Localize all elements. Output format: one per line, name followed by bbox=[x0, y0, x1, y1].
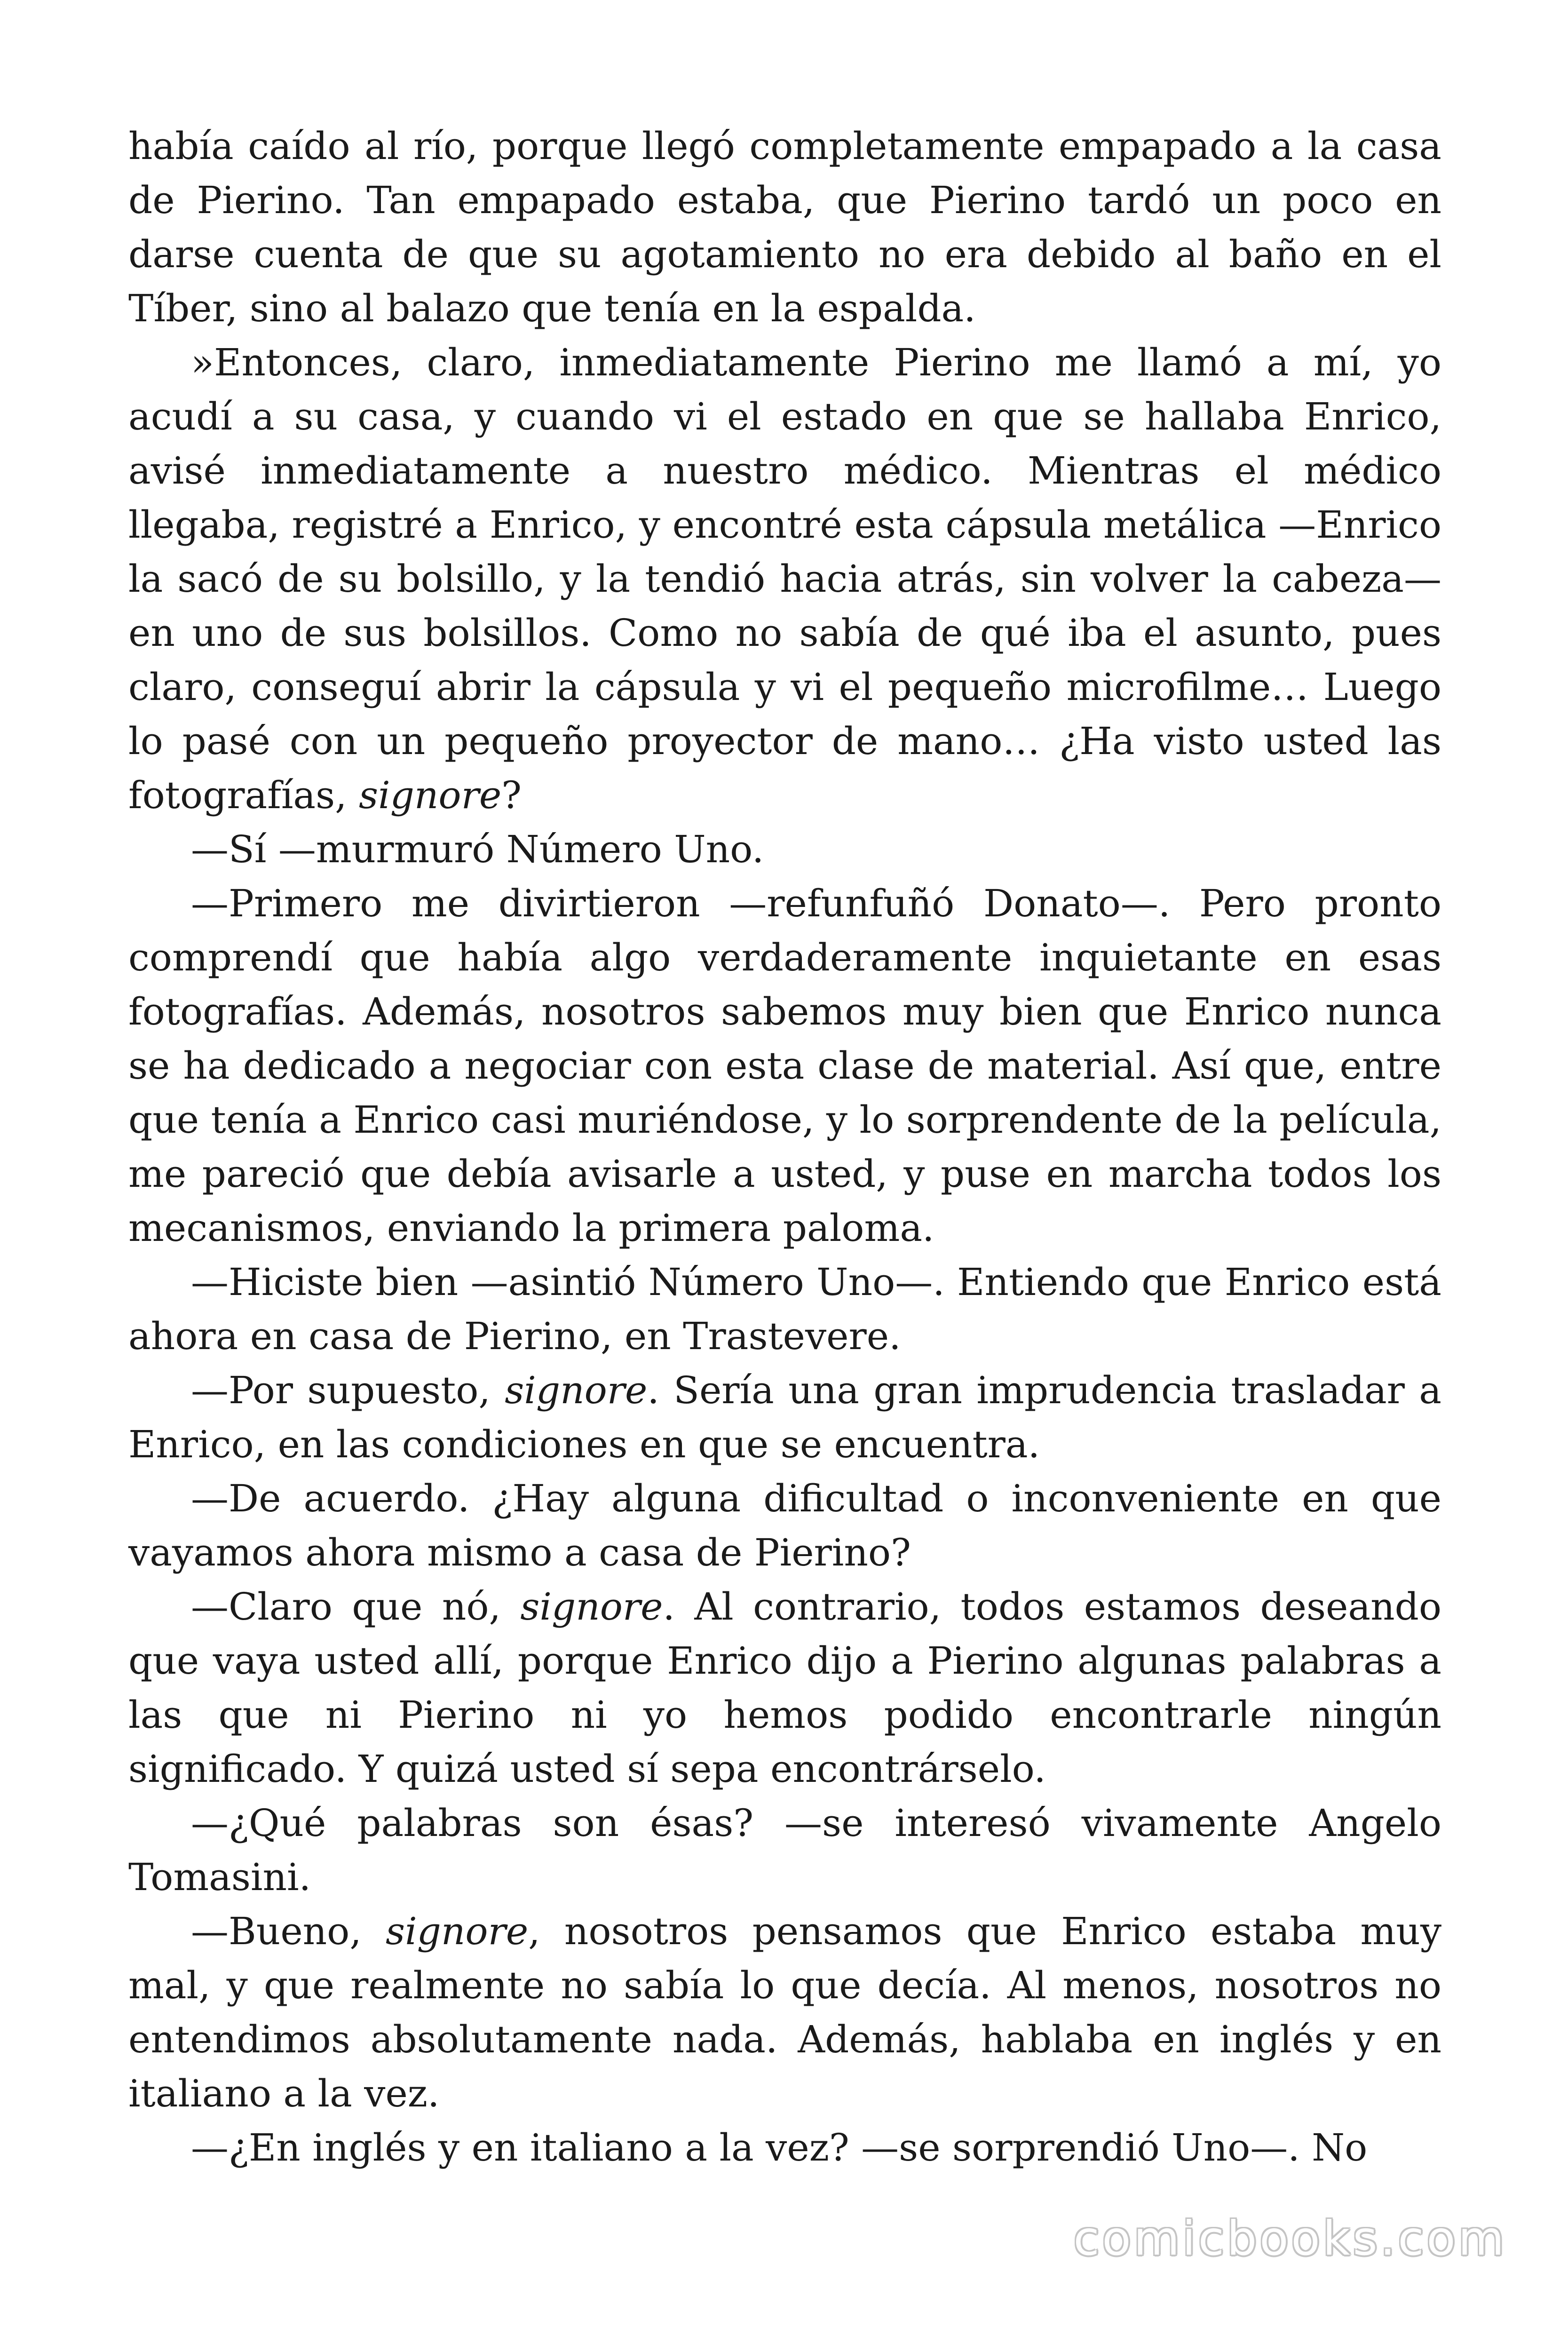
paragraph bbox=[128, 119, 1441, 335]
text-run: ? bbox=[501, 773, 522, 817]
text-run: »Entonces, claro, inmediatamente Pierino me llamó a mí, yo acudí a su casa, y cuando vi el estado en que se hallaba Enrico, avisé inmediatamente a nuestro médico. Mientras el médico llegaba, registré a Enrico, y encontré esta cápsula metálica —Enrico la sacó de su bolsillo, y la tendió hacia atrás, sin volver la cabeza— en uno de sus bolsillos. Como no sabía de qué iba el asunto, pues claro, conseguí abrir la cápsula y vi el pequeño microfilme… Luego lo pasé con un pequeño proyector de mano… ¿Ha visto usted las fotografías, bbox=[128, 341, 1441, 817]
text-run: . Sería una gran imprudencia trasladar a Enrico, en las condiciones en que se encuentra. bbox=[128, 1368, 1441, 1466]
text-run: —Sí —murmuró Número Uno. bbox=[191, 827, 764, 871]
text-run: —¿Qué palabras son ésas? —se interesó vivamente Angelo Tomasini. bbox=[128, 1801, 1441, 1899]
paragraph bbox=[128, 2121, 1441, 2175]
paragraph bbox=[128, 1255, 1441, 1363]
paragraph bbox=[128, 822, 1441, 876]
italic-word: signore bbox=[505, 1368, 648, 1412]
text-run: —Bueno, bbox=[191, 1909, 386, 1953]
paragraph bbox=[128, 1471, 1441, 1580]
text-run: —Primero me divirtieron —refunfuñó Donato—. Pero pronto comprendí que había algo verdaderamente inquietante en esas fotografías. Además, nosotros sabemos muy bien que Enrico nunca se ha dedicado a negociar con esta clase de material. Así que, entre que tenía a Enrico casi muriéndose, y lo sorprendente de la película, me pareció que debía avisarle a usted, y puse en marcha todos los mecanismos, enviando la primera paloma. bbox=[128, 882, 1441, 1250]
watermark: comicbooks.com bbox=[1073, 2211, 1507, 2266]
text-run: —Por supuesto, bbox=[191, 1368, 505, 1412]
paragraph bbox=[128, 335, 1441, 822]
paragraph bbox=[128, 1580, 1441, 1796]
text-run: —Hiciste bien —asintió Número Uno—. Entiendo que Enrico está ahora en casa de Pierino, en Trastevere. bbox=[128, 1260, 1441, 1358]
italic-word: signore bbox=[520, 1585, 663, 1629]
text-run: —¿En inglés y en italiano a la vez? —se sorprendió Uno—. No bbox=[191, 2126, 1368, 2169]
text-run: —De acuerdo. ¿Hay alguna dificultad o inconveniente en que vayamos ahora mismo a casa de Pierino? bbox=[128, 1477, 1441, 1574]
paragraph bbox=[128, 1363, 1441, 1471]
text-run: había caído al río, porque llegó completamente empapado a la casa de Pierino. Tan empapado estaba, que Pierino tardó un poco en darse cuenta de que su agotamiento no era debido al baño en el Tíber, sino al balazo que tenía en la espalda. bbox=[128, 124, 1441, 330]
text-run: . Al contrario, todos estamos deseando que vaya usted allí, porque Enrico dijo a Pierino algunas palabras a las que ni Pierino ni yo hemos podido encontrarle ningún significado. Y quizá usted sí sepa encontrárselo. bbox=[128, 1585, 1441, 1791]
italic-word: signore bbox=[359, 773, 502, 817]
text-run: —Claro que nó, bbox=[191, 1585, 521, 1629]
italic-word: signore bbox=[386, 1909, 529, 1953]
paragraph bbox=[128, 876, 1441, 1255]
text-run: , nosotros pensamos que Enrico estaba muy mal, y que realmente no sabía lo que decía. Al menos, nosotros no entendimos absolutamente nada. Además, hablaba en inglés y en italiano a la vez. bbox=[128, 1909, 1442, 2115]
paragraph bbox=[128, 1904, 1441, 2121]
page-text bbox=[128, 119, 1441, 2175]
paragraph bbox=[128, 1796, 1441, 1904]
